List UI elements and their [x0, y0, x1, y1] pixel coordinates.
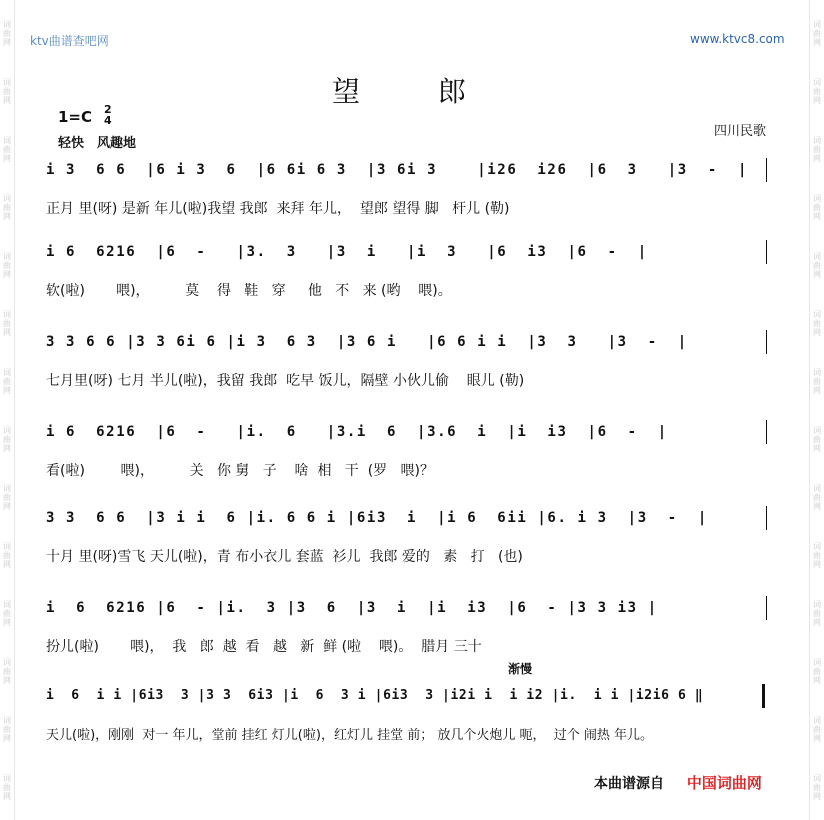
- watermark-text: 词 曲 网: [813, 368, 821, 395]
- lyrics: 七月里(呀) 七月 半儿(啦)，我留 我郎 吃早 饭儿，隔壁 小伙儿偷 眼儿 (勒): [46, 373, 525, 389]
- watermark-text: 词 曲 网: [813, 600, 821, 627]
- watermark-text: 词 曲 网: [3, 310, 11, 337]
- watermark-text: 词 曲 网: [813, 20, 821, 47]
- watermark-text: 词 曲 网: [3, 774, 11, 801]
- watermark-text: 词 曲 网: [813, 136, 821, 163]
- lyrics: 看(啦) 喂)， 关 你 舅 子 啥 相 干 (罗 喂)？: [46, 463, 434, 479]
- notation: 3 3 6 6 |3 i i 6 |i. 6 6 i |6i3 i |i 6 6ii |6. i 3 |3 - |: [46, 510, 708, 526]
- bar-line: [766, 596, 767, 620]
- watermark-text: 词 曲 网: [3, 484, 11, 511]
- lyrics: 正月 里(呀) 是新 年儿(啦)我望 我郎 来拜 年儿， 望郎 望得 脚 杆儿 (勒): [46, 201, 510, 217]
- footer-source-text: 本曲谱源自: [594, 776, 664, 792]
- watermark-text: 词 曲 网: [813, 252, 821, 279]
- watermark-text: 词 曲 网: [813, 426, 821, 453]
- score-line-7: [0, 688, 824, 768]
- watermark-text: 词 曲 网: [3, 252, 11, 279]
- watermark-text: 词 曲 网: [813, 774, 821, 801]
- watermark-text: 词 曲 网: [3, 542, 11, 569]
- watermark-text: 词 曲 网: [813, 542, 821, 569]
- watermark-text: 词 曲 网: [3, 600, 11, 627]
- key-signature: 1=C: [58, 108, 93, 126]
- footer-source: [594, 772, 762, 793]
- watermark-text: 词 曲 网: [3, 658, 11, 685]
- time-signature-bottom: 4: [104, 114, 112, 127]
- score-line-3: [0, 334, 824, 414]
- score-line-5: [0, 510, 824, 590]
- bar-line: [766, 330, 767, 354]
- lyrics: 软(啦) 喂)， 莫 得 鞋 穿 他 不 来 (哟 喂)。: [46, 283, 452, 299]
- song-title: 望郎: [332, 75, 545, 108]
- watermark-text: 词 曲 网: [3, 136, 11, 163]
- watermark-text: 词 曲 网: [3, 426, 11, 453]
- watermark-text: 词 曲 网: [3, 716, 11, 743]
- notation: i 6 6216 |6 - |i. 3 |3 6 |3 i |i i3 |6 - |3 3 i3 |: [46, 600, 658, 616]
- footer-site-link[interactable]: 中国词曲网: [686, 774, 762, 792]
- tempo-change-marking: 渐慢: [508, 662, 533, 676]
- notation: i 3 6 6 |6 i 3 6 |6 6i 6 3 |3 6i 3 |i26 i26 |6 3 |3 - |: [46, 162, 749, 178]
- score-line-2: [0, 244, 824, 324]
- lyrics: 天儿(啦)，刚刚 对一 年儿，堂前 挂红 灯儿(啦)，红灯儿 挂堂 前； 放几个火炮儿 呃， 过个 闹热 年儿。: [46, 728, 654, 743]
- score-line-1: [0, 162, 824, 242]
- watermark-text: 词 曲 网: [813, 194, 821, 221]
- header-left-site[interactable]: ktv曲谱查吧网: [30, 34, 109, 48]
- watermark-text: 词 曲 网: [813, 484, 821, 511]
- notation: i 6 6216 |6 - |i. 6 |3.i 6 |3.6 i |i i3 |6 - |: [46, 424, 668, 440]
- bar-line: [766, 240, 767, 264]
- final-bar-line: [762, 684, 765, 708]
- time-signature: [104, 104, 112, 126]
- watermark-text: 词 曲 网: [3, 368, 11, 395]
- watermark-text: 词 曲 网: [3, 194, 11, 221]
- header-right-site[interactable]: www.ktvc8.com: [690, 32, 785, 46]
- watermark-text: 词 曲 网: [813, 310, 821, 337]
- bar-line: [766, 506, 767, 530]
- score-line-4: [0, 424, 824, 504]
- genre-label: 四川民歌: [714, 124, 767, 139]
- lyrics: 扮儿(啦) 喂)， 我 郎 越 看 越 新 鲜 (啦 喂)。 腊月 三十: [46, 639, 482, 655]
- time-signature-top: 2: [104, 103, 112, 116]
- watermark-text: 词 曲 网: [3, 20, 11, 47]
- watermark-text: 词 曲 网: [813, 716, 821, 743]
- watermark-text: 词 曲 网: [813, 78, 821, 105]
- watermark-text: 词 曲 网: [3, 78, 11, 105]
- notation: i 6 6216 |6 - |3. 3 |3 i |i 3 |6 i3 |6 - |: [46, 244, 648, 260]
- bar-line: [766, 420, 767, 444]
- notation: 3 3 6 6 |3 3 6i 6 |i 3 6 3 |3 6 i |6 6 i i |3 3 |3 - |: [46, 334, 688, 350]
- notation: i 6 i i |6i3 3 |3 3 6i3 |i 6 3 i |6i3 3 |i2i i i i2 |i. i i |i2i6 6 ‖: [46, 688, 704, 703]
- lyrics: 十月 里(呀)雪飞 天儿(啦)，青 布小衣儿 套蓝 衫儿 我郎 爱的 素 打 (也): [46, 549, 523, 565]
- tempo-marking: 轻快 风趣地: [58, 136, 137, 151]
- watermark-text: 词 曲 网: [813, 658, 821, 685]
- score-line-6: [0, 600, 824, 680]
- bar-line: [766, 158, 767, 182]
